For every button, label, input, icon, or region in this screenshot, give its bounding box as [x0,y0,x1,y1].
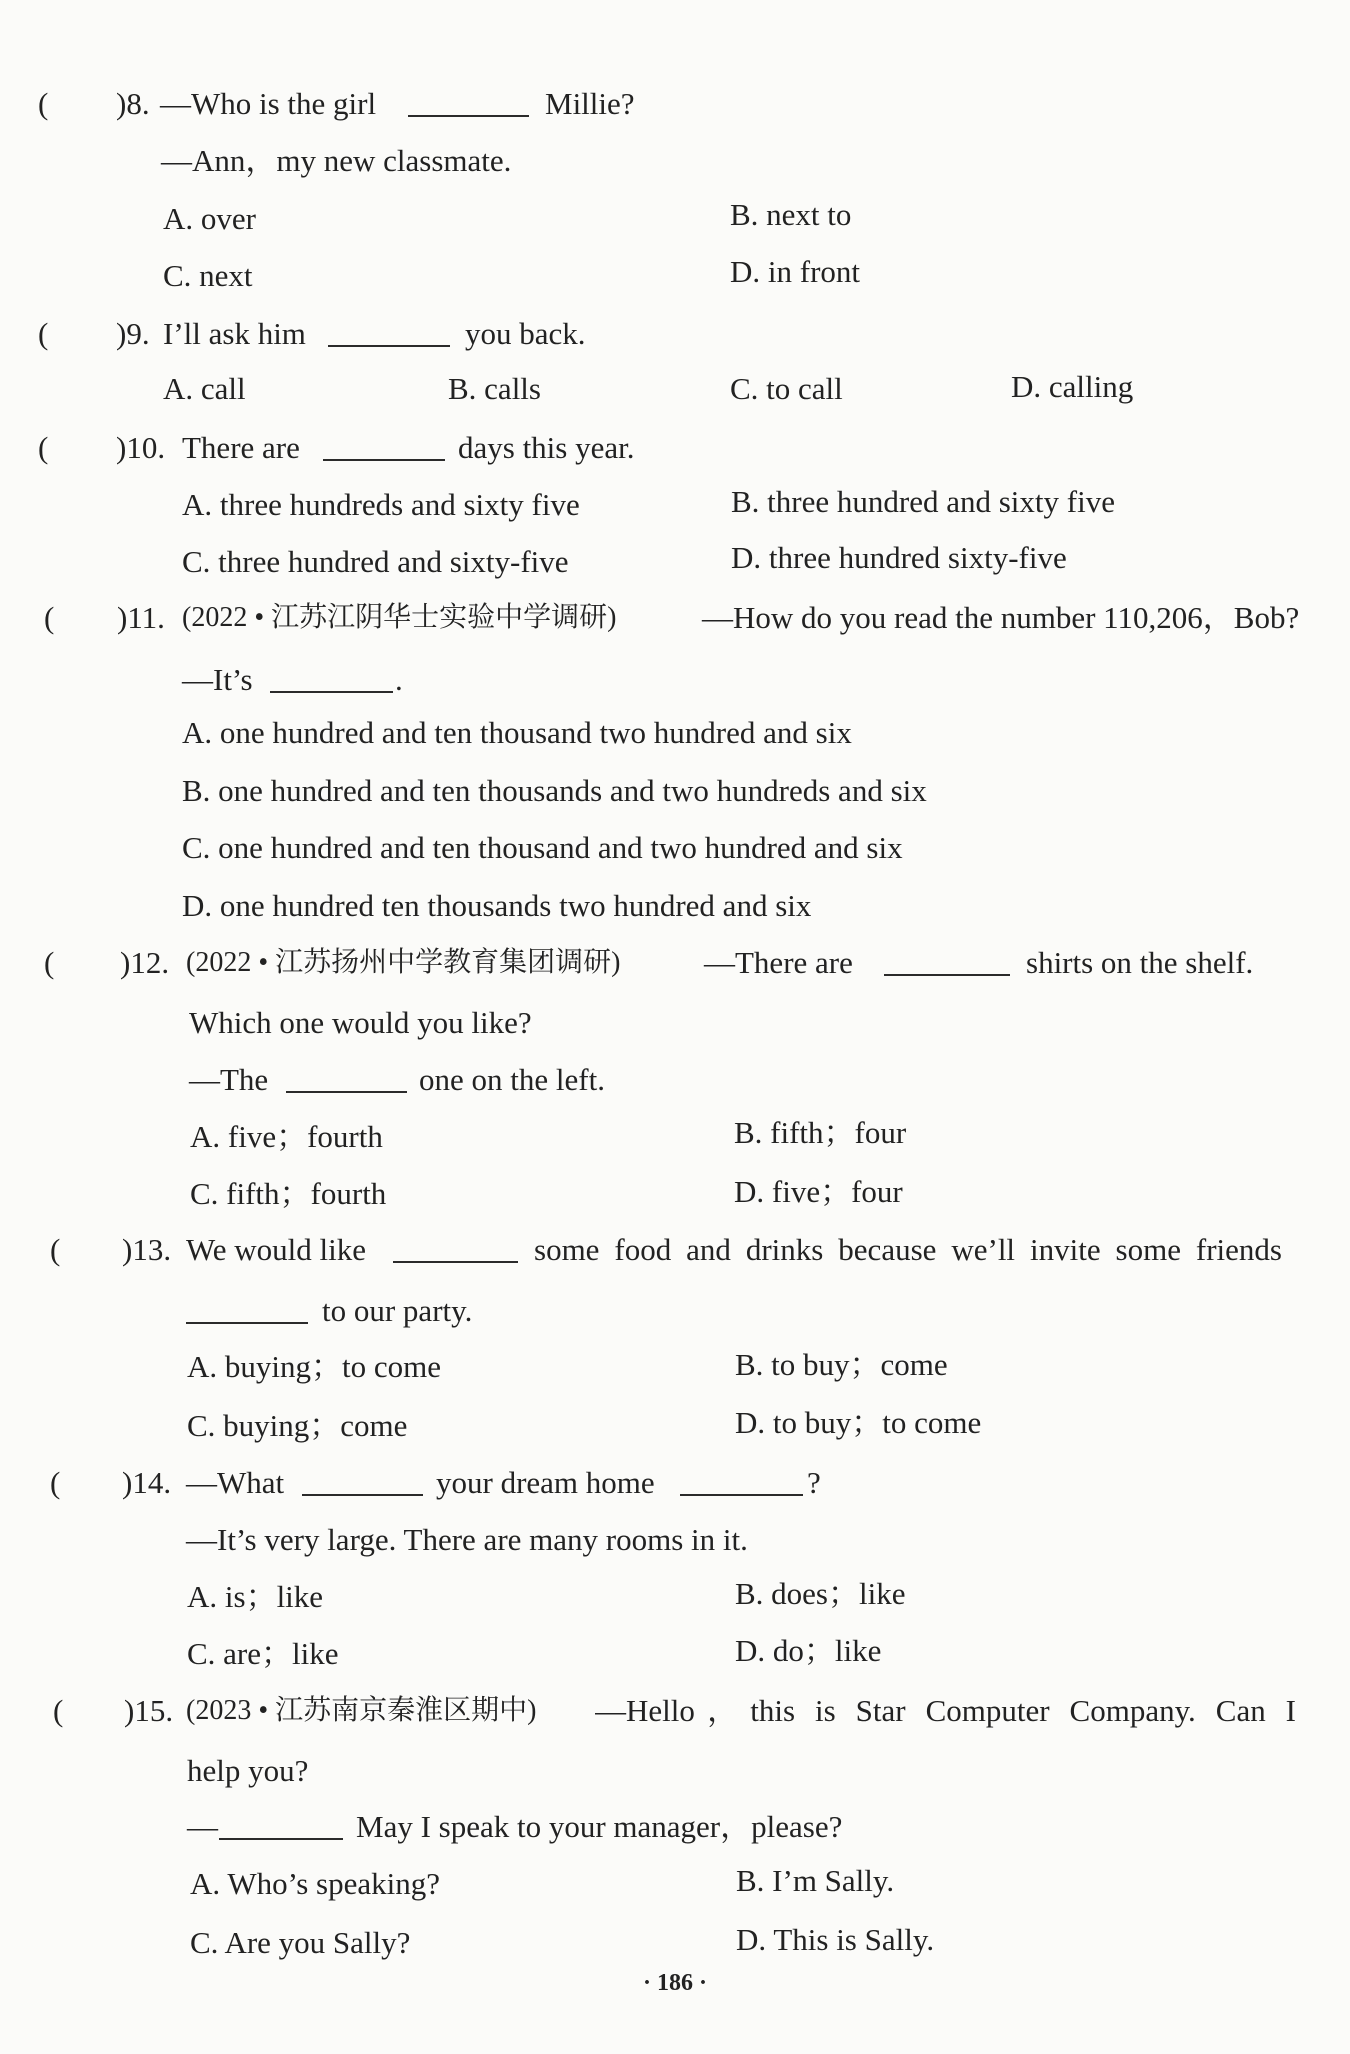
answer-bracket: ( [44,600,55,635]
option-a: A. buying；to come [187,1349,441,1384]
option-b: B. fifth；four [734,1115,907,1150]
question-stem: shirts on the shelf. [1026,945,1254,980]
answer-bracket: ( [50,1232,61,1267]
question-stem: —How do you read the number 110,206，Bob? [702,600,1300,635]
question-number: )12. [120,945,170,980]
question-number: )11. [117,600,165,635]
question-source: (2022 • 江苏江阴华士实验中学调研) [182,602,617,633]
option-d: D. five；four [734,1174,903,1209]
answer-bracket: ( [38,86,49,121]
question-stem: —Hello，this is Star Computer Company. Can I [595,1693,1296,1728]
option-b: B. one hundred and ten thousands and two hundreds and six [182,773,927,808]
option-c: C. to call [730,371,843,406]
option-d: D. This is Sally. [736,1922,935,1957]
answer-blank [408,115,529,117]
question-stem: ? [807,1465,821,1500]
option-b: B. does；like [735,1576,906,1611]
answer-blank [302,1494,423,1496]
question-stem: We would like [186,1232,367,1267]
dialogue-reply: May I speak to your manager，please? [356,1809,843,1844]
dialogue-reply: —It’s very large. There are many rooms in it. [186,1522,748,1557]
option-d: D. in front [730,254,861,289]
answer-blank [186,1322,308,1324]
option-c: C. buying；come [187,1408,408,1443]
option-b: B. to buy；come [735,1347,948,1382]
option-b: B. calls [448,371,541,406]
question-stem: There are [182,430,300,465]
answer-bracket: ( [38,430,49,465]
question-stem: —Who is the girl [160,86,377,121]
answer-bracket: ( [44,945,55,980]
option-c: C. next [163,258,253,293]
question-stem: your dream home [436,1465,655,1500]
dialogue-reply: — [187,1809,218,1844]
option-b: B. three hundred and sixty five [731,484,1115,519]
question-stem: help you? [187,1753,309,1788]
option-d: D. to buy；to come [735,1405,982,1440]
question-stem: —What [186,1465,285,1500]
dialogue-reply: —It’s [182,662,253,697]
question-stem: some food and drinks because we’ll invite some friends [534,1232,1282,1267]
option-b: B. next to [730,197,852,232]
question-number: )15. [124,1693,174,1728]
option-a: A. over [163,201,256,236]
question-source: (2023 • 江苏南京秦淮区期中) [186,1695,537,1726]
answer-blank [680,1494,803,1496]
option-a: A. is；like [187,1579,324,1614]
page-number: · 186 · [642,1970,707,1996]
option-c: C. Are you Sally? [190,1925,411,1960]
option-d: D. do；like [735,1633,882,1668]
option-d: D. one hundred ten thousands two hundred and six [182,888,812,923]
option-a: A. Who’s speaking? [190,1866,440,1901]
answer-blank [323,459,445,461]
answer-blank [393,1261,518,1263]
question-number: )14. [122,1465,172,1500]
option-d: D. calling [1011,369,1134,404]
dialogue-reply: . [395,662,403,697]
question-stem: I’ll ask him [163,316,306,351]
answer-blank [286,1091,407,1093]
answer-blank [219,1838,343,1840]
answer-bracket: ( [38,316,49,351]
question-stem: Millie? [545,86,635,121]
answer-blank [270,691,393,693]
question-number: )8. [116,86,150,121]
answer-blank [884,974,1010,976]
dialogue-reply: one on the left. [419,1062,605,1097]
answer-bracket: ( [53,1693,64,1728]
answer-blank [328,345,450,347]
option-d: D. three hundred sixty-five [731,540,1067,575]
question-stem: Which one would you like? [189,1005,532,1040]
question-number: )10. [116,430,166,465]
option-a: A. call [163,371,246,406]
option-b: B. I’m Sally. [736,1863,895,1898]
question-stem: days this year. [458,430,635,465]
question-number: )13. [122,1232,172,1267]
option-a: A. one hundred and ten thousand two hundred and six [182,715,852,750]
dialogue-reply: —The [189,1062,269,1097]
question-source: (2022 • 江苏扬州中学教育集团调研) [186,947,621,978]
option-a: A. three hundreds and sixty five [182,487,580,522]
answer-bracket: ( [50,1465,61,1500]
option-a: A. five；fourth [190,1119,383,1154]
question-stem: you back. [465,316,586,351]
option-c: C. one hundred and ten thousand and two hundred and six [182,830,903,865]
option-c: C. three hundred and sixty-five [182,544,569,579]
option-c: C. are；like [187,1636,339,1671]
question-stem: —There are [704,945,853,980]
question-number: )9. [116,316,150,351]
question-stem: to our party. [322,1293,473,1328]
option-c: C. fifth；fourth [190,1176,387,1211]
dialogue-reply: —Ann，my new classmate. [161,143,512,178]
